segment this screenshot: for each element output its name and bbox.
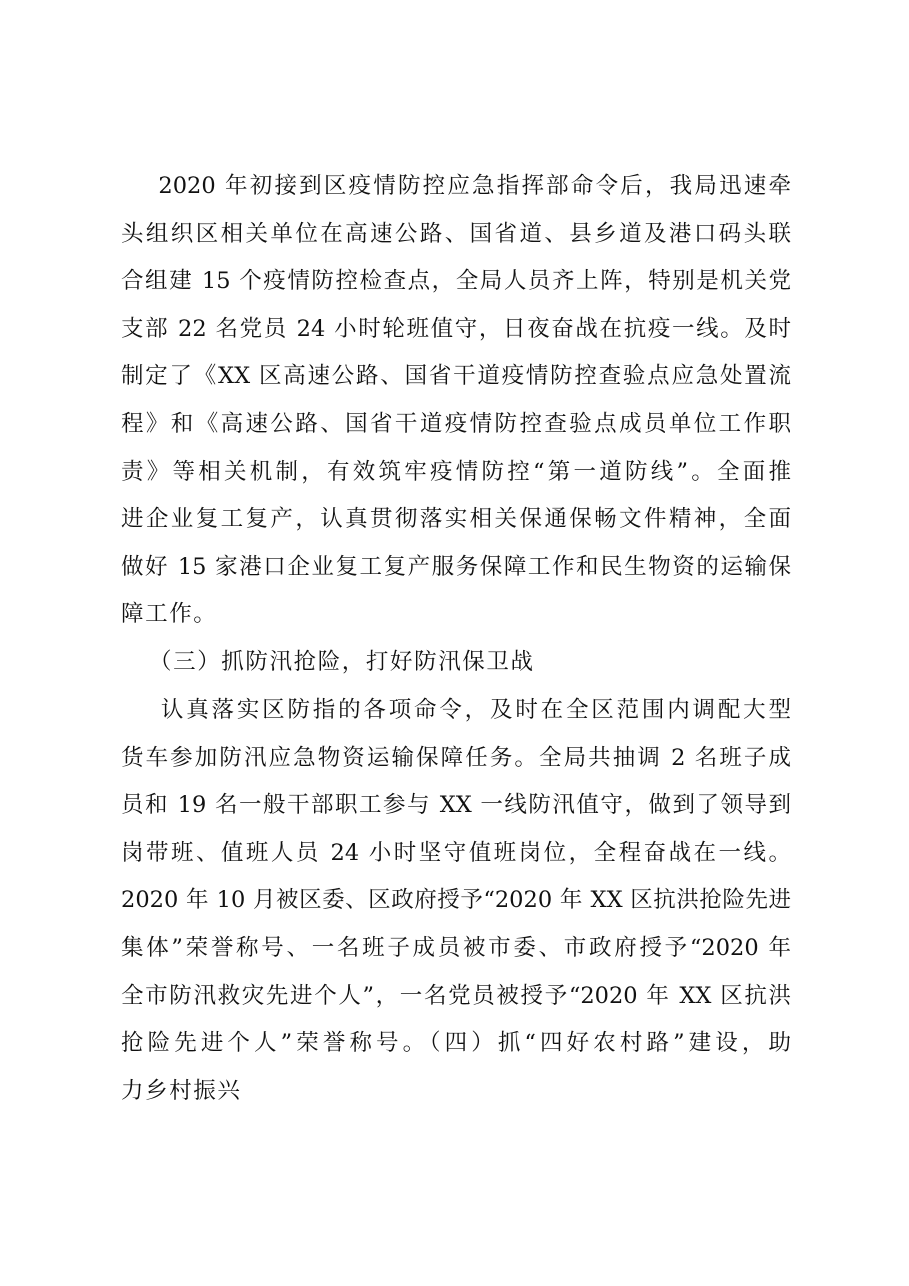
section-heading-text: （三）抓防汛抢险，打好防汛保卫战 <box>149 649 535 675</box>
paragraph-line: 2020 年 10 月被区委、区政府授予“2020 年 XX 区抗洪抢险先进 <box>121 887 791 914</box>
paragraph-line: 障工作。 <box>121 601 218 628</box>
paragraph-line: 岗带班、值班人员 24 小时坚守值班岗位，全程奋战在一线。 <box>121 839 791 866</box>
paragraph-epidemic-prevention <box>121 163 791 639</box>
paragraph-line: 2020 年初接到区疫情防控应急指挥部命令后，我局迅速牵 <box>121 173 791 199</box>
paragraph-line: 程》和《高速公路、国省干道疫情防控查验点成员单位工作职 <box>121 410 791 437</box>
paragraph-line: 集体”荣誉称号、一名班子成员被市委、市政府授予“2020 年 <box>121 934 791 961</box>
paragraph-line: 抢险先进个人”荣誉称号。（四）抓“四好农村路”建设，助 <box>121 1030 791 1057</box>
paragraph-line: 做好 15 家港口企业复工复产服务保障工作和民生物资的运输保 <box>121 553 791 580</box>
paragraph-line: 责》等相关机制，有效筑牢疫情防控“第一道防线”。全面推 <box>121 458 791 485</box>
paragraph-line: 进企业复工复产，认真贯彻落实相关保通保畅文件精神，全面 <box>121 506 791 533</box>
paragraph-line: 货车参加防汛应急物资运输保障任务。全局共抽调 2 名班子成 <box>121 744 791 771</box>
paragraph-line: 合组建 15 个疫情防控检查点，全局人员齐上阵，特别是机关党 <box>121 268 791 295</box>
paragraph-line: 制定了《XX 区高速公路、国省干道疫情防控查验点应急处置流 <box>121 363 791 390</box>
paragraph-line: 全市防汛救灾先进个人”，一名党员被授予“2020 年 XX 区抗洪 <box>121 982 791 1009</box>
paragraph-line: 员和 19 名一般干部职工参与 XX 一线防汛值守，做到了领导到 <box>121 792 791 819</box>
paragraph-line: 支部 22 名党员 24 小时轮班值守，日夜奋战在抗疫一线。及时 <box>121 315 791 342</box>
paragraph-line: 头组织区相关单位在高速公路、国省道、县乡道及港口码头联 <box>121 220 791 247</box>
paragraph-flood-control <box>121 687 791 1115</box>
paragraph-line: 力乡村振兴 <box>121 1077 242 1104</box>
paragraph-line: 认真落实区防指的各项命令，及时在全区范围内调配大型 <box>121 697 791 723</box>
section-heading <box>121 639 791 687</box>
